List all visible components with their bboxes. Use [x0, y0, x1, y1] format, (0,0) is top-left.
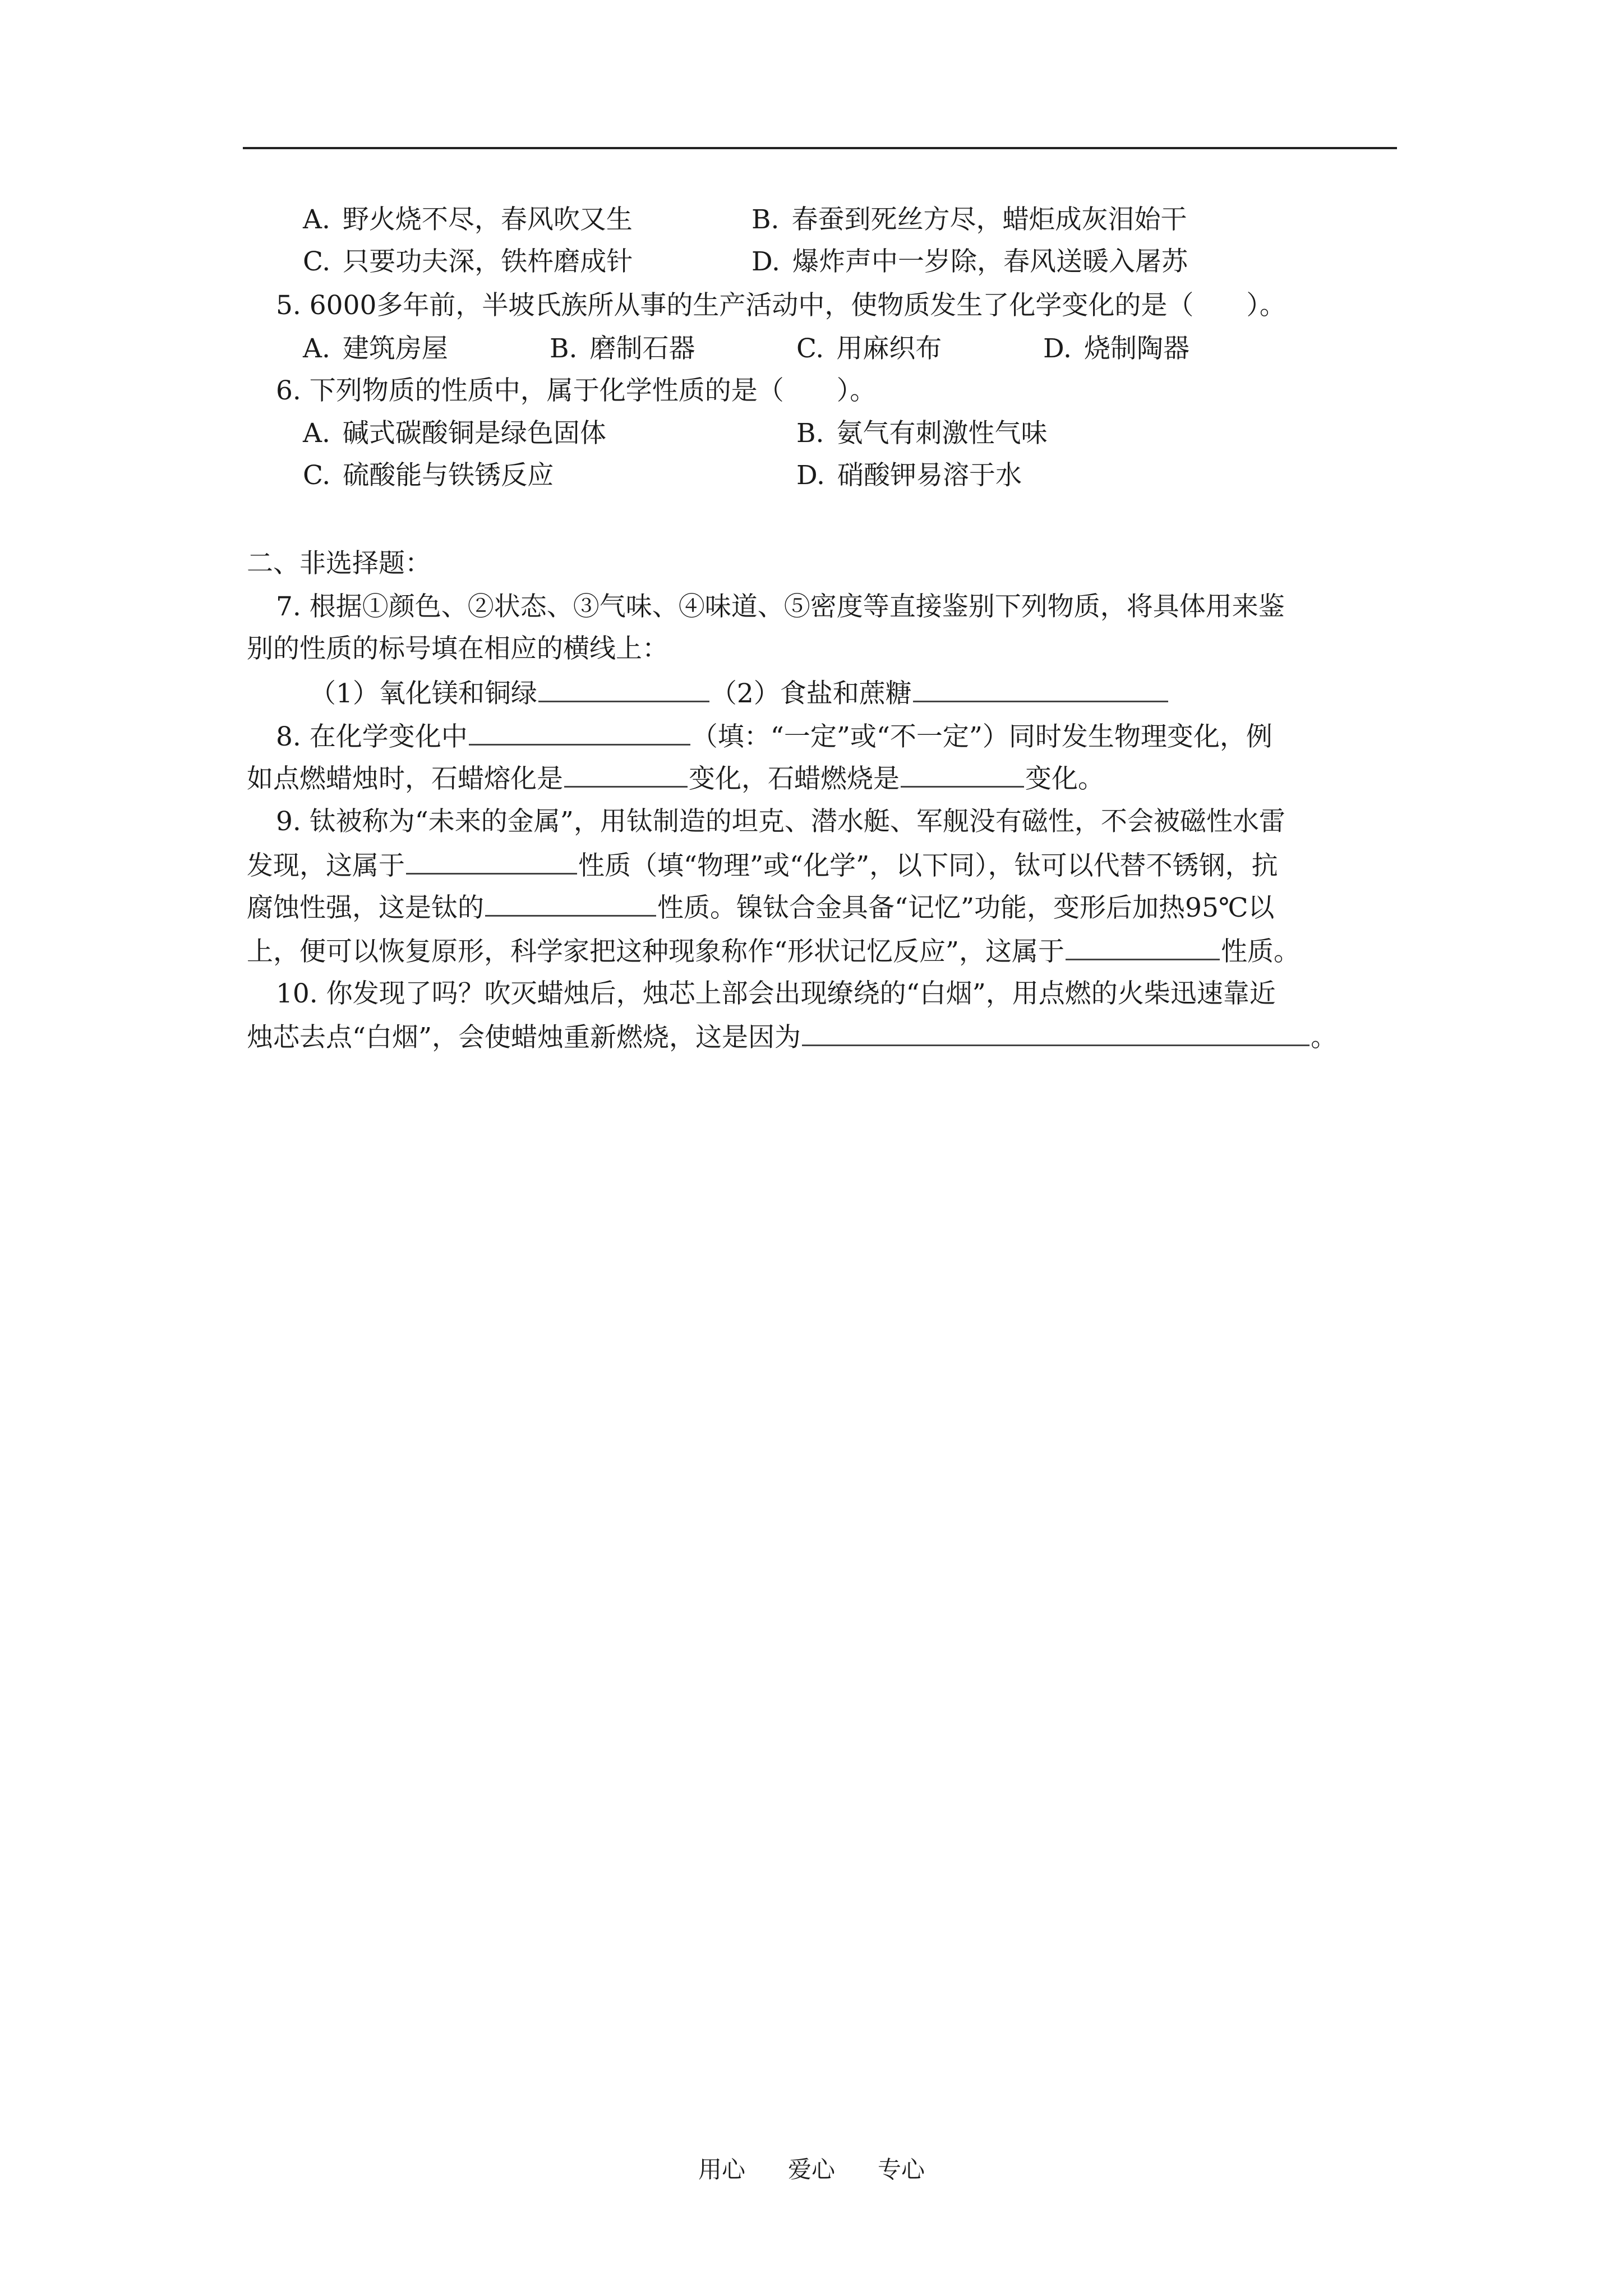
footer-word: 爱心	[787, 2156, 835, 2183]
option-text: 春蚕到死丝方尽，蜡炬成灰泪始干	[791, 204, 1187, 235]
answer-blank[interactable]	[564, 761, 688, 788]
q10-text: 烛芯去点“白烟”，会使蜡烛重新燃烧，这是因为	[247, 1022, 801, 1053]
q6-option-d	[796, 459, 1022, 493]
option-letter: B.	[796, 418, 824, 449]
q6-option-a	[303, 417, 606, 450]
q7-sub-1: （1）氧化镁和铜绿	[310, 678, 537, 709]
q4-option-d	[751, 245, 1188, 279]
q9-line-1: 9. 钛被称为“未来的金属”，用钛制造的坦克、潜水艇、军舰没有磁性，不会被磁性水雷	[276, 806, 1285, 837]
answer-blank[interactable]	[901, 761, 1024, 788]
q9-text: 性质（填“物理”或“化学”，以下同），钛可以代替不锈钢，抗	[578, 850, 1278, 881]
q5-option-c	[796, 332, 942, 366]
option-letter: A.	[303, 418, 330, 449]
answer-blank[interactable]	[802, 1020, 1310, 1046]
q5-option-d	[1043, 332, 1189, 366]
answer-blank[interactable]	[406, 848, 577, 875]
q4-option-b	[751, 203, 1187, 237]
q8-text: 变化，石蜡燃烧是	[689, 763, 900, 794]
option-letter: C.	[303, 246, 331, 277]
page-footer	[0, 2154, 1623, 2185]
option-text: 碱式碳酸铜是绿色固体	[342, 418, 606, 449]
q8-line-1	[276, 719, 1272, 753]
answer-blank[interactable]	[913, 676, 1168, 702]
option-letter: C.	[796, 333, 824, 364]
q7-subitems	[310, 676, 1169, 710]
q10-line-1: 10. 你发现了吗？吹灭蜡烛后，烛芯上部会出现缭绕的“白烟”，用点燃的火柴迅速靠近	[276, 978, 1276, 1009]
option-letter: A.	[303, 333, 330, 364]
option-text: 烧制陶器	[1083, 333, 1189, 364]
q8-text: 变化。	[1025, 763, 1104, 794]
q5-option-b	[550, 332, 695, 366]
q9-text: 上，便可以恢复原形，科学家把这种现象称作“形状记忆反应”，这属于	[247, 936, 1065, 967]
q9-text: 性质。镍钛合金具备“记忆”功能，变形后加热95℃以	[657, 892, 1275, 923]
section-heading: 二、非选择题：	[247, 548, 431, 579]
answer-blank[interactable]	[485, 890, 656, 917]
q6-stem: 6. 下列物质的性质中，属于化学性质的是（ ）。	[276, 375, 877, 406]
q5-option-a	[303, 332, 448, 366]
option-letter: C.	[303, 460, 331, 491]
q9-text: 性质。	[1221, 936, 1301, 967]
option-letter: D.	[1043, 333, 1072, 364]
q4-option-c	[303, 245, 633, 279]
q6-option-b	[796, 417, 1047, 450]
q7-sub-2: （2）食盐和蔗糖	[710, 678, 912, 709]
q9-line-4	[247, 934, 1300, 968]
q8-text: 如点燃蜡烛时，石蜡熔化是	[247, 763, 563, 794]
footer-word: 用心	[698, 2156, 745, 2183]
q10-text: 。	[1311, 1022, 1338, 1053]
option-text: 硝酸钾易溶于水	[837, 460, 1022, 491]
q9-line-2	[247, 848, 1278, 882]
q10-line-2	[247, 1020, 1337, 1053]
option-letter: A.	[303, 204, 330, 235]
answer-blank[interactable]	[1066, 934, 1220, 960]
option-text: 硫酸能与铁锈反应	[343, 460, 554, 491]
q8-line-2	[247, 761, 1104, 795]
q6-option-c	[303, 459, 554, 493]
q9-line-3	[247, 890, 1274, 924]
option-letter: B.	[751, 204, 780, 235]
answer-blank[interactable]	[469, 719, 690, 746]
option-text: 只要功夫深，铁杵磨成针	[343, 246, 633, 277]
q7-line-1: 7. 根据①颜色、②状态、③气味、④味道、⑤密度等直接鉴别下列物质，将具体用来鉴	[276, 591, 1285, 622]
option-text: 爆炸声中一岁除，春风送暖入屠苏	[792, 246, 1188, 277]
q4-option-a	[303, 203, 633, 237]
option-letter: B.	[550, 333, 578, 364]
answer-blank[interactable]	[538, 676, 709, 702]
option-letter: D.	[796, 460, 825, 491]
option-text: 建筑房屋	[342, 333, 448, 364]
option-letter: D.	[751, 246, 780, 277]
q7-line-2: 别的性质的标号填在相应的横线上：	[247, 633, 668, 664]
q8-text: （填：“一定”或“不一定”）同时发生物理变化，例	[691, 721, 1272, 752]
option-text: 氨气有刺激性气味	[836, 418, 1048, 449]
q9-text: 腐蚀性强，这是钛的	[247, 892, 484, 923]
q8-text: 8. 在化学变化中	[276, 721, 468, 752]
q9-text: 发现，这属于	[247, 850, 405, 881]
footer-word: 专心	[878, 2156, 925, 2183]
q5-stem: 5. 6000多年前，半坡氏族所从事的生产活动中，使物质发生了化学变化的是（ ）。	[276, 290, 1286, 321]
header-rule	[243, 147, 1397, 149]
option-text: 用麻织布	[836, 333, 942, 364]
option-text: 野火烧不尽，春风吹又生	[342, 204, 633, 235]
option-text: 磨制石器	[589, 333, 695, 364]
